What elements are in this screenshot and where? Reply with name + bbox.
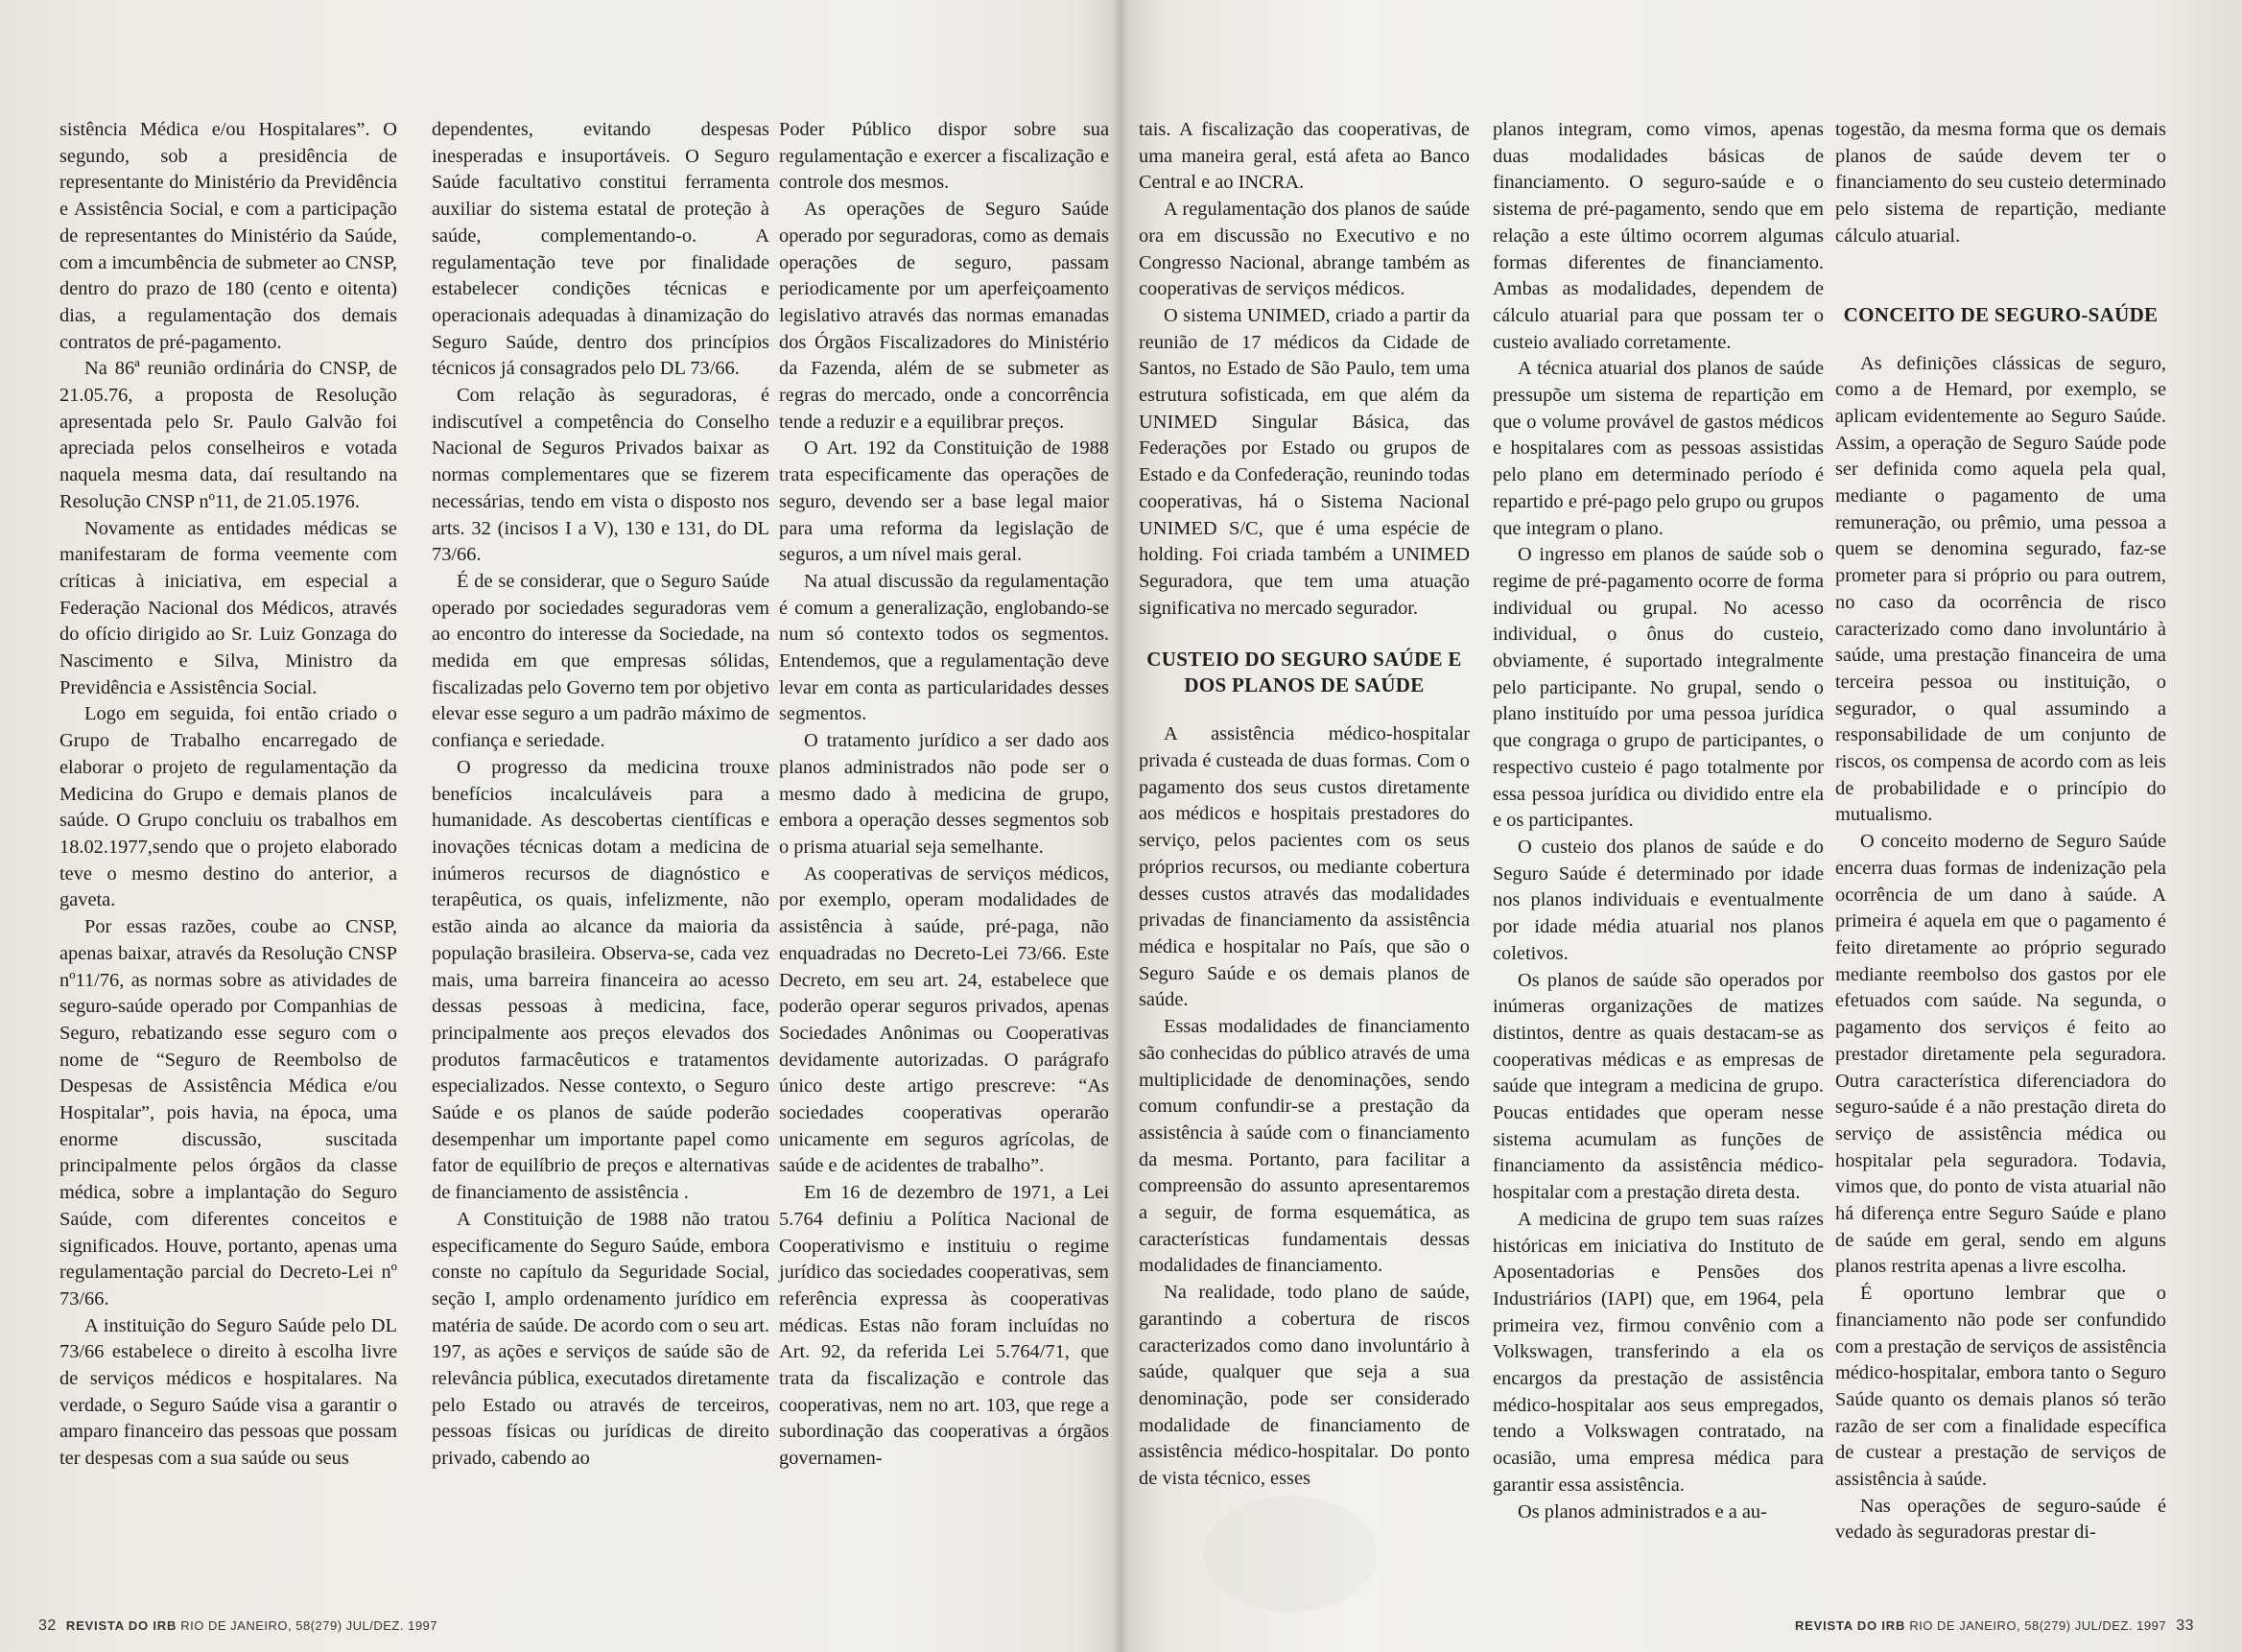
paragraph: Poder Público dispor sobre sua regulamentação e exercer a fiscalização e controle dos mesmos. [779, 119, 1109, 194]
paragraph: A Constituição de 1988 não tratou especificamente do Seguro Saúde, embora conste no capítulo da Seguridade Social, seção I, amplo ordenamento jurídico em matéria de saúde. De acordo com o seu art. 197, as ações e serviços de saúde são de relevância pública, executados diretamente pelo Estado ou através de terceiros, pessoas físicas ou jurídicas de direito privado, cabendo ao [432, 1208, 769, 1470]
paragraph: planos integram, como vimos, apenas duas modalidades básicas de financiamento. O seguro-saúde e o sistema de pré-pagamento, sendo que em relação a este último ocorrem algumas formas diferentes de financiamento. Ambas as modalidades, dependem de cálculo atuarial para que possam ter o custeio avaliado corretamente. [1493, 119, 1824, 353]
paragraph: Em 16 de dezembro de 1971, a Lei 5.764 definiu a Política Nacional de Cooperativismo e instituiu o regime jurídico das sociedades cooperativas, sem referência expressa às cooperativas médicas. Estas não foram incluídas no Art. 92, da referida Lei 5.764/71, que trata da fiscalização e controle das cooperativas, nem no art. 103, que rege a subordinação das cooperativas a órgãos governamen- [779, 1182, 1109, 1470]
right-column-1 [1139, 117, 1470, 1493]
right-column-2 [1493, 117, 1824, 1525]
paragraph: sistência Médica e/ou Hospitalares”. O segundo, sob a presidência de representante do Ministério da Previdência e Assistência Social, e com a participação de representantes do Ministério da Saúde, com a imcumbência de submeter ao CNSP, dentro do prazo de 180 (cento e oitenta) dias, a regulamentação dos demais contratos de pré-pagamento. [59, 119, 397, 353]
paragraph: O Art. 192 da Constituição de 1988 trata especificamente das operações de seguro, devendo ser a base legal maior para uma reforma da legislação de seguros, a um nível mais geral. [779, 437, 1109, 566]
paragraph: Os planos administrados e a au- [1518, 1500, 1767, 1522]
paragraph: A medicina de grupo tem suas raízes históricas em iniciativa do Instituto de Aposentadorias e Pensões dos Industriários (IAPI) que, em 1964, pela primeira vez, firmou convênio com a Volkswagen, transferindo a ela os encargos da prestação de assistência médico-hospitalar aos seus empregados, tendo a Volkswagen contratado, na ocasião, uma empresa médica para garantir essa assistência. [1493, 1208, 1824, 1496]
paragraph: Na realidade, todo plano de saúde, garantindo a cobertura de riscos caracterizados como dano involuntário à saúde, qualquer que seja a sua denominação, pode ser considerado modalidade de financiamento de assistência médico-hospitalar. Do ponto de vista técnico, esses [1139, 1282, 1470, 1490]
paragraph: O custeio dos planos de saúde e do Seguro Saúde é determinado por idade nos planos individuais e eventualmente por idade média atuarial nos planos coletivos. [1493, 836, 1824, 964]
paragraph: Logo em seguida, foi então criado o Grupo de Trabalho encarregado de elaborar o projeto de regulamentação da Medicina do Grupo e demais planos de saúde. O Grupo concluiu os trabalhos em 18.02.1977,sendo que o projeto elaborado teve o mesmo destino do anterior, a gaveta. [59, 703, 397, 911]
right-page [1121, 0, 2242, 1652]
paragraph: O sistema UNIMED, criado a partir da reunião de 17 médicos da Cidade de Santos, no Estado de São Paulo, tem uma estrutura sofisticada, em que além da UNIMED Singular Básica, das Federações por Estado ou grupos de Estado e da Confederação, reunindo todas cooperativas, há o Sistema Nacional UNIMED S/C, que é uma espécie de holding. Foi criada também a UNIMED Seguradora, que tem uma atuação significativa no mercado segurador. [1139, 304, 1470, 619]
paragraph: Com relação às seguradoras, é indiscutível a competência do Conselho Nacional de Seguros Privados baixar as normas complementares que se fizerem necessárias, tendo em vista o disposto nos arts. 32 (incisos I a V), 130 e 131, do DL 73/66. [432, 385, 769, 566]
paragraph: togestão, da mesma forma que os demais planos de saúde devem ter o financiamento do seu custeio determinado pelo sistema de repartição, mediante cálculo atuarial. [1835, 119, 2166, 247]
magazine-name: REVISTA DO IRB [65, 1618, 177, 1633]
paragraph: Novamente as entidades médicas se manifestaram de forma veemente com críticas à iniciativa, em especial a Federação Nacional dos Médicos, através do ofício dirigido ao Sr. Luiz Gonzaga do Nascimento e Silva, Ministro da Previdência e Assistência Social. [59, 517, 397, 698]
right-column-3 [1835, 117, 2166, 1546]
magazine-name: REVISTA DO IRB [1794, 1618, 1906, 1633]
paragraph: A técnica atuarial dos planos de saúde pressupõe um sistema de repartição em que o volume provável de gastos médicos e hospitalares com as pessoas assistidas pelo plano em determinado período é repartido e pré-pago pelo grupo ou grupos que integram o plano. [1493, 358, 1824, 539]
paragraph: dependentes, evitando despesas inesperadas e insuportáveis. O Seguro Saúde facultativo constitui ferramenta auxiliar do sistema estatal de proteção à saúde, complementando-o. A regulamentação teve por finalidade estabelecer condições técnicas e operacionais adequadas à dinamização do Seguro Saúde, dentro dos princípios técnicos já consagrados pelo DL 73/66. [432, 119, 769, 380]
section-heading: CUSTEIO DO SEGURO SAÚDE E DOS PLANOS DE SAÚDE [1146, 648, 1462, 697]
paragraph: Essas modalidades de financiamento são conhecidas do público através de uma multiplicidade de denominações, sendo comum confundir-se a prestação da assistência à saúde com o financiamento da mesma. Portanto, para facilitar a compreensão do assunto apresentaremos a seguir, de forma esquemática, as características fundamentais dessas modalidades de financiamento. [1139, 1016, 1470, 1277]
paragraph: A assistência médico-hospitalar privada é custeada de duas formas. Com o pagamento dos seus custos diretamente aos médicos e hospitais prestadores do serviço, pelos pacientes com os seus próprios recursos, ou mediante cobertura desses custos através das modalidades privadas de financiamento da assistência médica e hospitalar no País, que são o Seguro Saúde e os demais planos de saúde. [1139, 723, 1470, 1011]
issue-info: RIO DE JANEIRO, 58(279) JUL/DEZ. 1997 [1909, 1618, 2167, 1633]
left-column-1 [59, 117, 397, 1473]
paragraph: Na atual discussão da regulamentação é comum a generalização, englobando-se num só contexto todos os segmentos. Entendemos, que a regulamentação deve levar em conta as particularidades desses segmentos. [779, 570, 1109, 725]
paragraph: O ingresso em planos de saúde sob o regime de pré-pagamento ocorre de forma individual ou grupal. No acesso individual, o ônus do custeio, obviamente, é suportado integralmente pelo participante. No grupal, sendo o plano instituído por uma pessoa jurídica que congraga o grupo de participantes, o respectivo custeio é pago totalmente por essa pessoa jurídica ou dividido entre ela e os participantes. [1493, 544, 1824, 832]
paragraph: As operações de Seguro Saúde operado por seguradoras, como as demais operações de seguro, passam periodicamente por um aperfeiçoamento legislativo através das normas emanadas dos Órgãos Fiscalizadores do Ministério da Fazenda, além de se submeter as regras do mercado, onde a concorrência tende a reduzir e a equilibrar preços. [779, 199, 1109, 433]
page-number: 32 [38, 1617, 57, 1634]
issue-info: RIO DE JANEIRO, 58(279) JUL/DEZ. 1997 [180, 1618, 438, 1633]
paragraph: É oportuno lembrar que o financiamento não pode ser confundido com a prestação de serviços de assistência médico-hospitalar, embora tanto o Seguro Saúde quanto os demais planos só terão razão de ser com a finalidade específica de custear a prestação de serviços de assistência à saúde. [1835, 1283, 2166, 1491]
paragraph: Por essas razões, coube ao CNSP, apenas baixar, através da Resolução CNSP nº11/76, as normas sobre as atividades de seguro-saúde operado por Companhias de Seguro, rebatizando esse seguro com o nome de “Seguro de Reembolso de Despesas de Assistência Médica e/ou Hospitalar”, pois havia, na época, uma enorme discussão, suscitada principalmente pelos órgãos da classe médica, sobre a implantação do Seguro Saúde, com diferentes conceitos e significados. Houve, portanto, apenas uma regulamentação parcial do Decreto-Lei nº 73/66. [59, 916, 397, 1310]
paragraph: O conceito moderno de Seguro Saúde encerra duas formas de indenização pela ocorrência de um dano à saúde. A primeira é aquela em que o pagamento é feito diretamente ao próprio segurado mediante reembolso dos gastos por ele efetuados com saúde. Na segunda, o pagamento dos serviços é feito ao prestador diretamente pela seguradora. Outra característica diferenciadora do seguro-saúde é a não prestação direta do serviço de assistência médica ou hospitalar pela seguradora. Todavia, vimos que, do ponto de vista atuarial não há diferença entre Seguro Saúde e plano de saúde em geral, sendo em alguns planos restrita apenas a livre escolha. [1835, 831, 2166, 1278]
paragraph: O progresso da medicina trouxe benefícios incalculáveis para a humanidade. As descobertas científicas e inovações técnicas dotam a medicina de inúmeros recursos de diagnóstico e terapêutica, os quais, infelizmente, não estão ainda ao alcance da maioria da população brasileira. Observa-se, cada vez mais, uma barreira financeira ao acesso dessas pessoas à medicina, face, principalmente aos preços elevados dos produtos farmacêuticos e tratamentos especializados. Nesse contexto, o Seguro Saúde e os planos de saúde poderão desempenhar um importante papel como fator de equilíbrio de preços e alternativas de financiamento de assistência . [432, 756, 769, 1204]
page-number: 33 [2176, 1617, 2194, 1634]
right-page-footer [1795, 1617, 2200, 1635]
left-column-2 [432, 117, 769, 1473]
paragraph: O tratamento jurídico a ser dado aos planos administrados não pode ser o mesmo dado à medicina de grupo, embora a operação desses segmentos sob o prisma atuarial seja semelhante. [779, 730, 1109, 858]
paragraph: tais. A fiscalização das cooperativas, de uma maneira geral, está afeta ao Banco Central e ao INCRA. [1139, 119, 1470, 194]
paragraph: Na 86ª reunião ordinária do CNSP, de 21.05.76, a proposta de Resolução apresentada pelo Sr. Paulo Galvão foi apreciada pelos conselheiros e votada naquela mesma data, daí resultando na Resolução CNSP nº11, de 21.05.1976. [59, 358, 397, 512]
paragraph: Os planos de saúde são operados por inúmeras organizações de matizes distintos, dentre as quais destacam-se as cooperativas médicas e as empresas de saúde que integram a medicina de grupo. Poucas entidades que operam nesse sistema acumulam as funções de financiamento da assistência médico-hospitalar com a prestação direta desta. [1493, 969, 1824, 1204]
paragraph: A instituição do Seguro Saúde pelo DL 73/66 estabelece o direito à escolha livre de serviços médicos e hospitalares. Na verdade, o Seguro Saúde visa a garantir o amparo financeiro das pessoas que possam ter despesas com a sua saúde ou seus [59, 1314, 397, 1470]
paragraph: Nas operações de seguro-saúde é vedado às seguradoras prestar di- [1835, 1495, 2166, 1544]
paragraph: As cooperativas de serviços médicos, por exemplo, operam modalidades de assistência à saúde, pré-paga, não enquadradas no Decreto-Lei 73/66. Este Decreto, em seu art. 24, estabelece que poderão operar seguros privados, apenas Sociedades Anônimas ou Cooperativas devidamente autorizadas. O parágrafo único deste artigo prescreve: “As sociedades cooperativas operarão unicamente em seguros agrícolas, de saúde e de acidentes de trabalho”. [779, 862, 1109, 1177]
section-heading: CONCEITO DE SEGURO-SAÚDE [1843, 302, 2159, 326]
paragraph: A regulamentação dos planos de saúde ora em discussão no Executivo e no Congresso Nacional, abrange também as cooperativas de serviços médicos. [1139, 199, 1470, 300]
left-column-3 [779, 117, 1109, 1473]
paragraph: É de se considerar, que o Seguro Saúde operado por sociedades seguradoras vem ao encontro do interesse da Sociedade, na medida em que empresas sólidas, fiscalizadas pelo Governo tem por objetivo elevar esse seguro a um padrão máximo de confiança e seriedade. [432, 570, 769, 752]
left-page-footer [33, 1617, 437, 1635]
paragraph: As definições clássicas de seguro, como a de Hemard, por exemplo, se aplicam evidentemente ao Seguro Saúde. Assim, a operação de Seguro Saúde pode ser definida como aquela pela qual, mediante o pagamento de uma remuneração, ou prêmio, uma pessoa a quem se denomina segurado, faz-se prometer para si próprio ou para outrem, no caso da ocorrência de risco caracterizado como dano involuntário à saúde, uma prestação financeira de uma terceira pessoa ou instituição, o segurador, o qual assumindo a responsabilidade de um conjunto de riscos, os compensa de acordo com as leis de probabilidade e o princípio do mutualismo. [1835, 352, 2166, 826]
